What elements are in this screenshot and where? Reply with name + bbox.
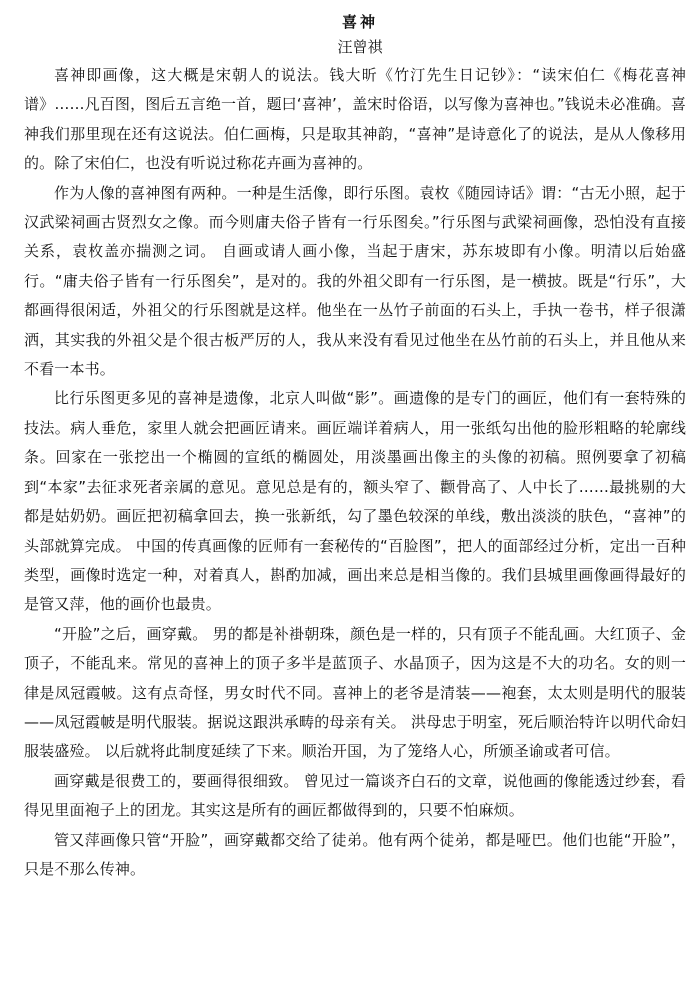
paragraph-6: 管又萍画像只管“开脸”，画穿戴都交给了徒弟。他有两个徒弟，都是哑巴。他们也能“开脸”，只是不那么传神。 — [24, 830, 686, 878]
paragraph-2: 作为人像的喜神图有两种。一种是生活像，即行乐图。袁枚《随园诗话》谓：“古无小照，起于汉武梁祠画古贤烈女之像。而今则庸夫俗子皆有一行乐图矣。”行乐图与武梁祠画像，恐怕没有直接关系，袁枚盖亦揣测之词。 自画或请人画小像，当起于唐宋，苏东坡即有小像。明清以后始盛行。“庸夫俗子皆有一行乐图矣”，是对的。我的外祖父即有一行乐图，是一横披。既是“行乐”，大都画得很闲适，外祖父的行乐图就是这样。他坐在一丛竹子前面的石头上，手执一卷书，样子很潇洒，其实我的外祖父是个很古板严厉的人，我从来没有看见过他坐在丛竹前的石头上，并且他从来不看一本书。 — [24, 183, 686, 379]
document-title: 喜神 — [341, 13, 378, 31]
paragraph-3: 比行乐图更多见的喜神是遗像，北京人叫做“影”。画遗像的是专门的画匠，他们有一套特殊的技法。病人垂危，家里人就会把画匠请来。画匠端详着病人，用一张纸勾出他的脸形粗略的轮廓线条。回家在一张挖出一个椭圆的宣纸的椭圆处，用淡墨画出像主的头像的初稿。照例要拿了初稿到“本家”去征求死者亲属的意见。意见总是有的，额头窄了、颧骨高了、人中长了……最挑剔的大都是姑奶奶。画匠把初稿拿回去，换一张新纸，勾了墨色较深的单线，敷出淡淡的肤色，“喜神”的头部就算完成。 中国的传真画像的匠师有一套秘传的“百脸图”，把人的面部经过分析，定出一百种类型，画像时选定一种，对着真人，斟酌加减，画出来总是相当像的。我们县城里画像画得最好的是管又萍，他的画价也最贵。 — [24, 389, 686, 614]
paragraph-5: 画穿戴是很费工的，要画得很细致。 曾见过一篇谈齐白石的文章，说他画的像能透过纱套，看得见里面袍子上的团龙。其实这是所有的画匠都做得到的，只要不怕麻烦。 — [24, 771, 686, 820]
document-author: 汪曾祺 — [337, 38, 383, 56]
paragraph-4: “开脸”之后，画穿戴。 男的都是补褂朝珠，颜色是一样的，只有顶子不能乱画。大红顶子、金顶子，不能乱来。常见的喜神上的顶子多半是蓝顶子、水晶顶子，因为这是不大的功名。女的则一律是凤冠霞帔。这有点奇怪，男女时代不同。喜神上的老爷是清装——袍套，太太则是明代的服装——凤冠霞帔是明代服装。据说这跟洪承畴的母亲有关。 洪母忠于明室，死后顺治特许以明代命妇服装盛殓。 以后就将此制度延续了下来。顺治开国，为了笼络人心，所颁圣谕或者可信。 — [24, 624, 686, 761]
paragraph-1: 喜神即画像，这大概是宋朝人的说法。钱大昕《竹汀先生日记钞》：“读宋伯仁《梅花喜神谱》……凡百图，图后五言绝一首，题曰‘喜神’，盖宋时俗语，以写像为喜神也。”钱说未必准确。喜神我们那里现在还有这说法。伯仁画梅，只是取其神韵，“喜神”是诗意化了的说法，是从人像移用的。除了宋伯仁，也没有听说过称花卉画为喜神的。 — [24, 66, 686, 173]
